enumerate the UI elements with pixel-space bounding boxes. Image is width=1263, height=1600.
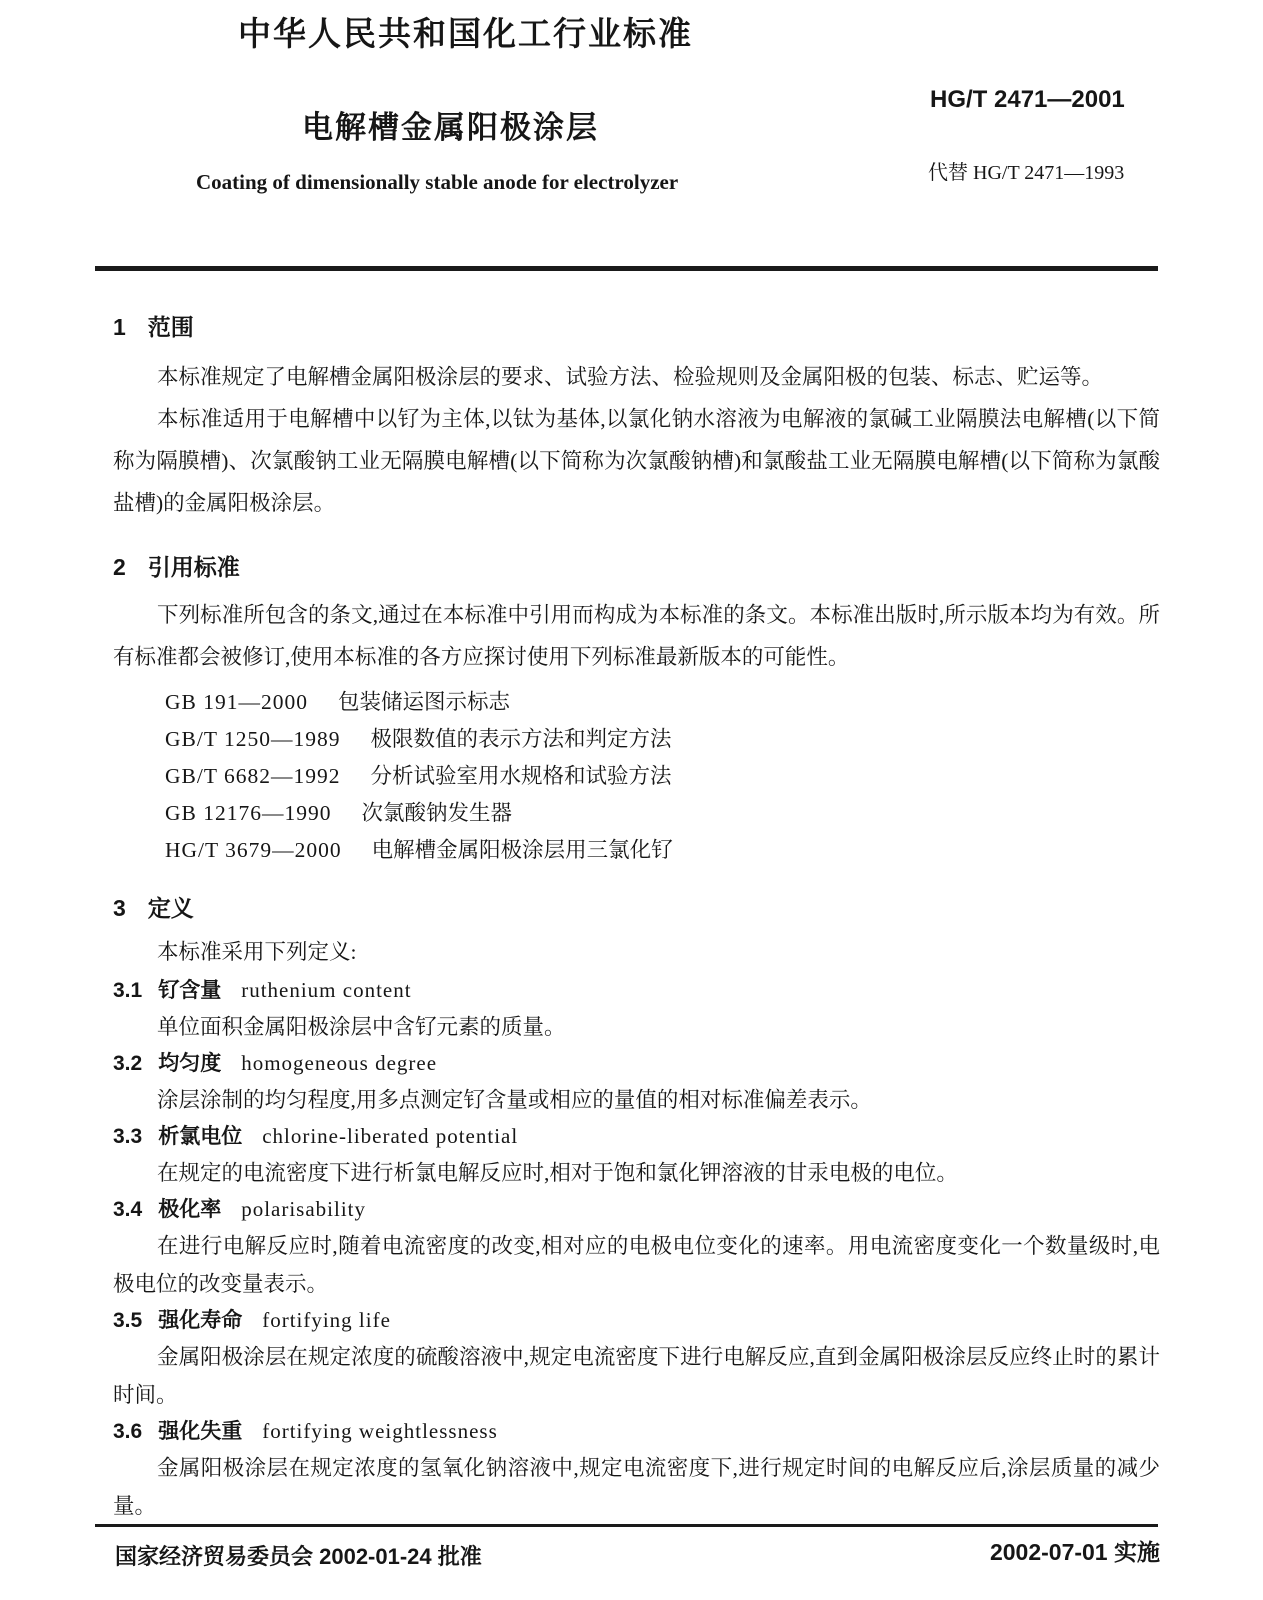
standard-number: HG/T 2471—2001	[930, 86, 1125, 113]
reference-title: 极限数值的表示方法和判定方法	[370, 727, 672, 751]
reference-item	[113, 721, 1160, 758]
definition-term-english: homogeneous degree	[241, 1051, 438, 1075]
section-number: 3	[113, 895, 126, 921]
definition-heading	[113, 1414, 1160, 1449]
industry-standard-title: 中华人民共和国化工行业标准	[238, 15, 693, 52]
definition-term-english: chlorine-liberated potential	[262, 1124, 519, 1148]
definition-description: 金属阳极涂层在规定浓度的氢氧化钠溶液中,规定电流密度下,进行规定时间的电解反应后,涂层质量的减少量。	[113, 1456, 1160, 1518]
definition-heading	[113, 1303, 1160, 1338]
reference-item	[113, 832, 1160, 869]
definition-term: 极化率	[158, 1198, 222, 1221]
definition-heading	[113, 1119, 1160, 1154]
definition-term-english: fortifying weightlessness	[262, 1419, 498, 1443]
definition-number: 3.2	[113, 1052, 143, 1075]
definition-number: 3.1	[113, 979, 143, 1002]
definition-description: 在进行电解反应时,随着电流密度的改变,相对应的电极电位变化的速率。用电流密度变化一个数量级时,电极电位的改变量表示。	[113, 1234, 1160, 1296]
definition-description: 单位面积金属阳极涂层中含钌元素的质量。	[157, 1015, 566, 1039]
reference-item	[113, 795, 1160, 832]
section-title: 引用标准	[147, 554, 240, 580]
definition-heading	[113, 973, 1160, 1008]
replaces-note: 代替 HG/T 2471—1993	[928, 162, 1125, 184]
section-title: 定义	[147, 895, 194, 921]
definition-term-english: ruthenium content	[241, 978, 412, 1002]
header-divider-rule	[95, 266, 1158, 271]
definition-term: 均匀度	[158, 1052, 222, 1075]
definition-term: 析氯电位	[158, 1125, 243, 1148]
reference-item	[113, 684, 1160, 721]
definition-term: 钌含量	[158, 979, 222, 1002]
definition-number: 3.6	[113, 1420, 143, 1443]
section-number: 2	[113, 554, 126, 580]
approval-note: 国家经济贸易委员会 2002-01-24 批准	[115, 1544, 482, 1569]
definition-number: 3.5	[113, 1309, 143, 1332]
definitions-intro: 本标准采用下列定义:	[157, 940, 357, 964]
definition-heading	[113, 1046, 1160, 1081]
definition-description: 涂层涂制的均匀程度,用多点测定钌含量或相应的量值的相对标准偏差表示。	[157, 1088, 872, 1112]
reference-code: GB/T 6682—1992	[165, 764, 341, 788]
reference-title: 次氯酸钠发生器	[361, 801, 513, 825]
definition-number: 3.4	[113, 1198, 143, 1221]
reference-item	[113, 758, 1160, 795]
definition-term: 强化寿命	[158, 1309, 243, 1332]
document-body	[113, 300, 1160, 1525]
definition-heading	[113, 1192, 1160, 1227]
implementation-date: 2002-07-01 实施	[989, 1539, 1160, 1565]
section-number: 1	[113, 314, 126, 340]
definition-item	[113, 1192, 1160, 1303]
reference-code: GB 12176—1990	[165, 801, 332, 825]
definition-item	[113, 1414, 1160, 1525]
definition-item	[113, 1303, 1160, 1414]
section-heading-definitions	[113, 895, 1160, 921]
section-heading-scope	[113, 314, 1160, 340]
document-title: 电解槽金属阳极涂层	[302, 110, 599, 145]
scope-paragraph-1: 本标准规定了电解槽金属阳极涂层的要求、试验方法、检验规则及金属阳极的包装、标志、贮运等。	[157, 365, 1104, 389]
definition-description: 金属阳极涂层在规定浓度的硫酸溶液中,规定电流密度下进行电解反应,直到金属阳极涂层反应终止时的累计时间。	[113, 1345, 1160, 1407]
footer-divider-rule	[95, 1524, 1158, 1527]
definition-number: 3.3	[113, 1125, 143, 1148]
scope-paragraph-2: 本标准适用于电解槽中以钌为主体,以钛为基体,以氯化钠水溶液为电解液的氯碱工业隔膜法电解槽(以下简称为隔膜槽)、次氯酸钠工业无隔膜电解槽(以下简称为次氯酸钠槽)和氯酸盐工业无隔膜电解槽(以下简称为氯酸盐槽)的金属阳极涂层。	[113, 407, 1160, 515]
definition-description: 在规定的电流密度下进行析氯电解反应时,相对于饱和氯化钾溶液的甘汞电极的电位。	[157, 1161, 958, 1185]
definition-item	[113, 1046, 1160, 1119]
reference-title: 分析试验室用水规格和试验方法	[370, 764, 672, 788]
document-title-english: Coating of dimensionally stable anode for electrolyzer	[196, 170, 679, 194]
definition-item	[113, 973, 1160, 1046]
reference-code: GB/T 1250—1989	[165, 727, 341, 751]
section-heading-references	[113, 554, 1160, 580]
reference-code: HG/T 3679—2000	[165, 838, 342, 862]
definition-item	[113, 1119, 1160, 1192]
references-intro: 下列标准所包含的条文,通过在本标准中引用而构成为本标准的条文。本标准出版时,所示版本均为有效。所有标准都会被修订,使用本标准的各方应探讨使用下列标准最新版本的可能性。	[113, 603, 1160, 669]
definition-term-english: polarisability	[241, 1197, 367, 1221]
definition-term: 强化失重	[158, 1420, 243, 1443]
reference-title: 电解槽金属阳极涂层用三氯化钌	[371, 838, 673, 862]
reference-code: GB 191—2000	[165, 690, 308, 714]
section-title: 范围	[147, 314, 194, 340]
reference-list	[113, 684, 1160, 869]
definition-term-english: fortifying life	[262, 1308, 391, 1332]
reference-title: 包装储运图示标志	[338, 690, 511, 714]
